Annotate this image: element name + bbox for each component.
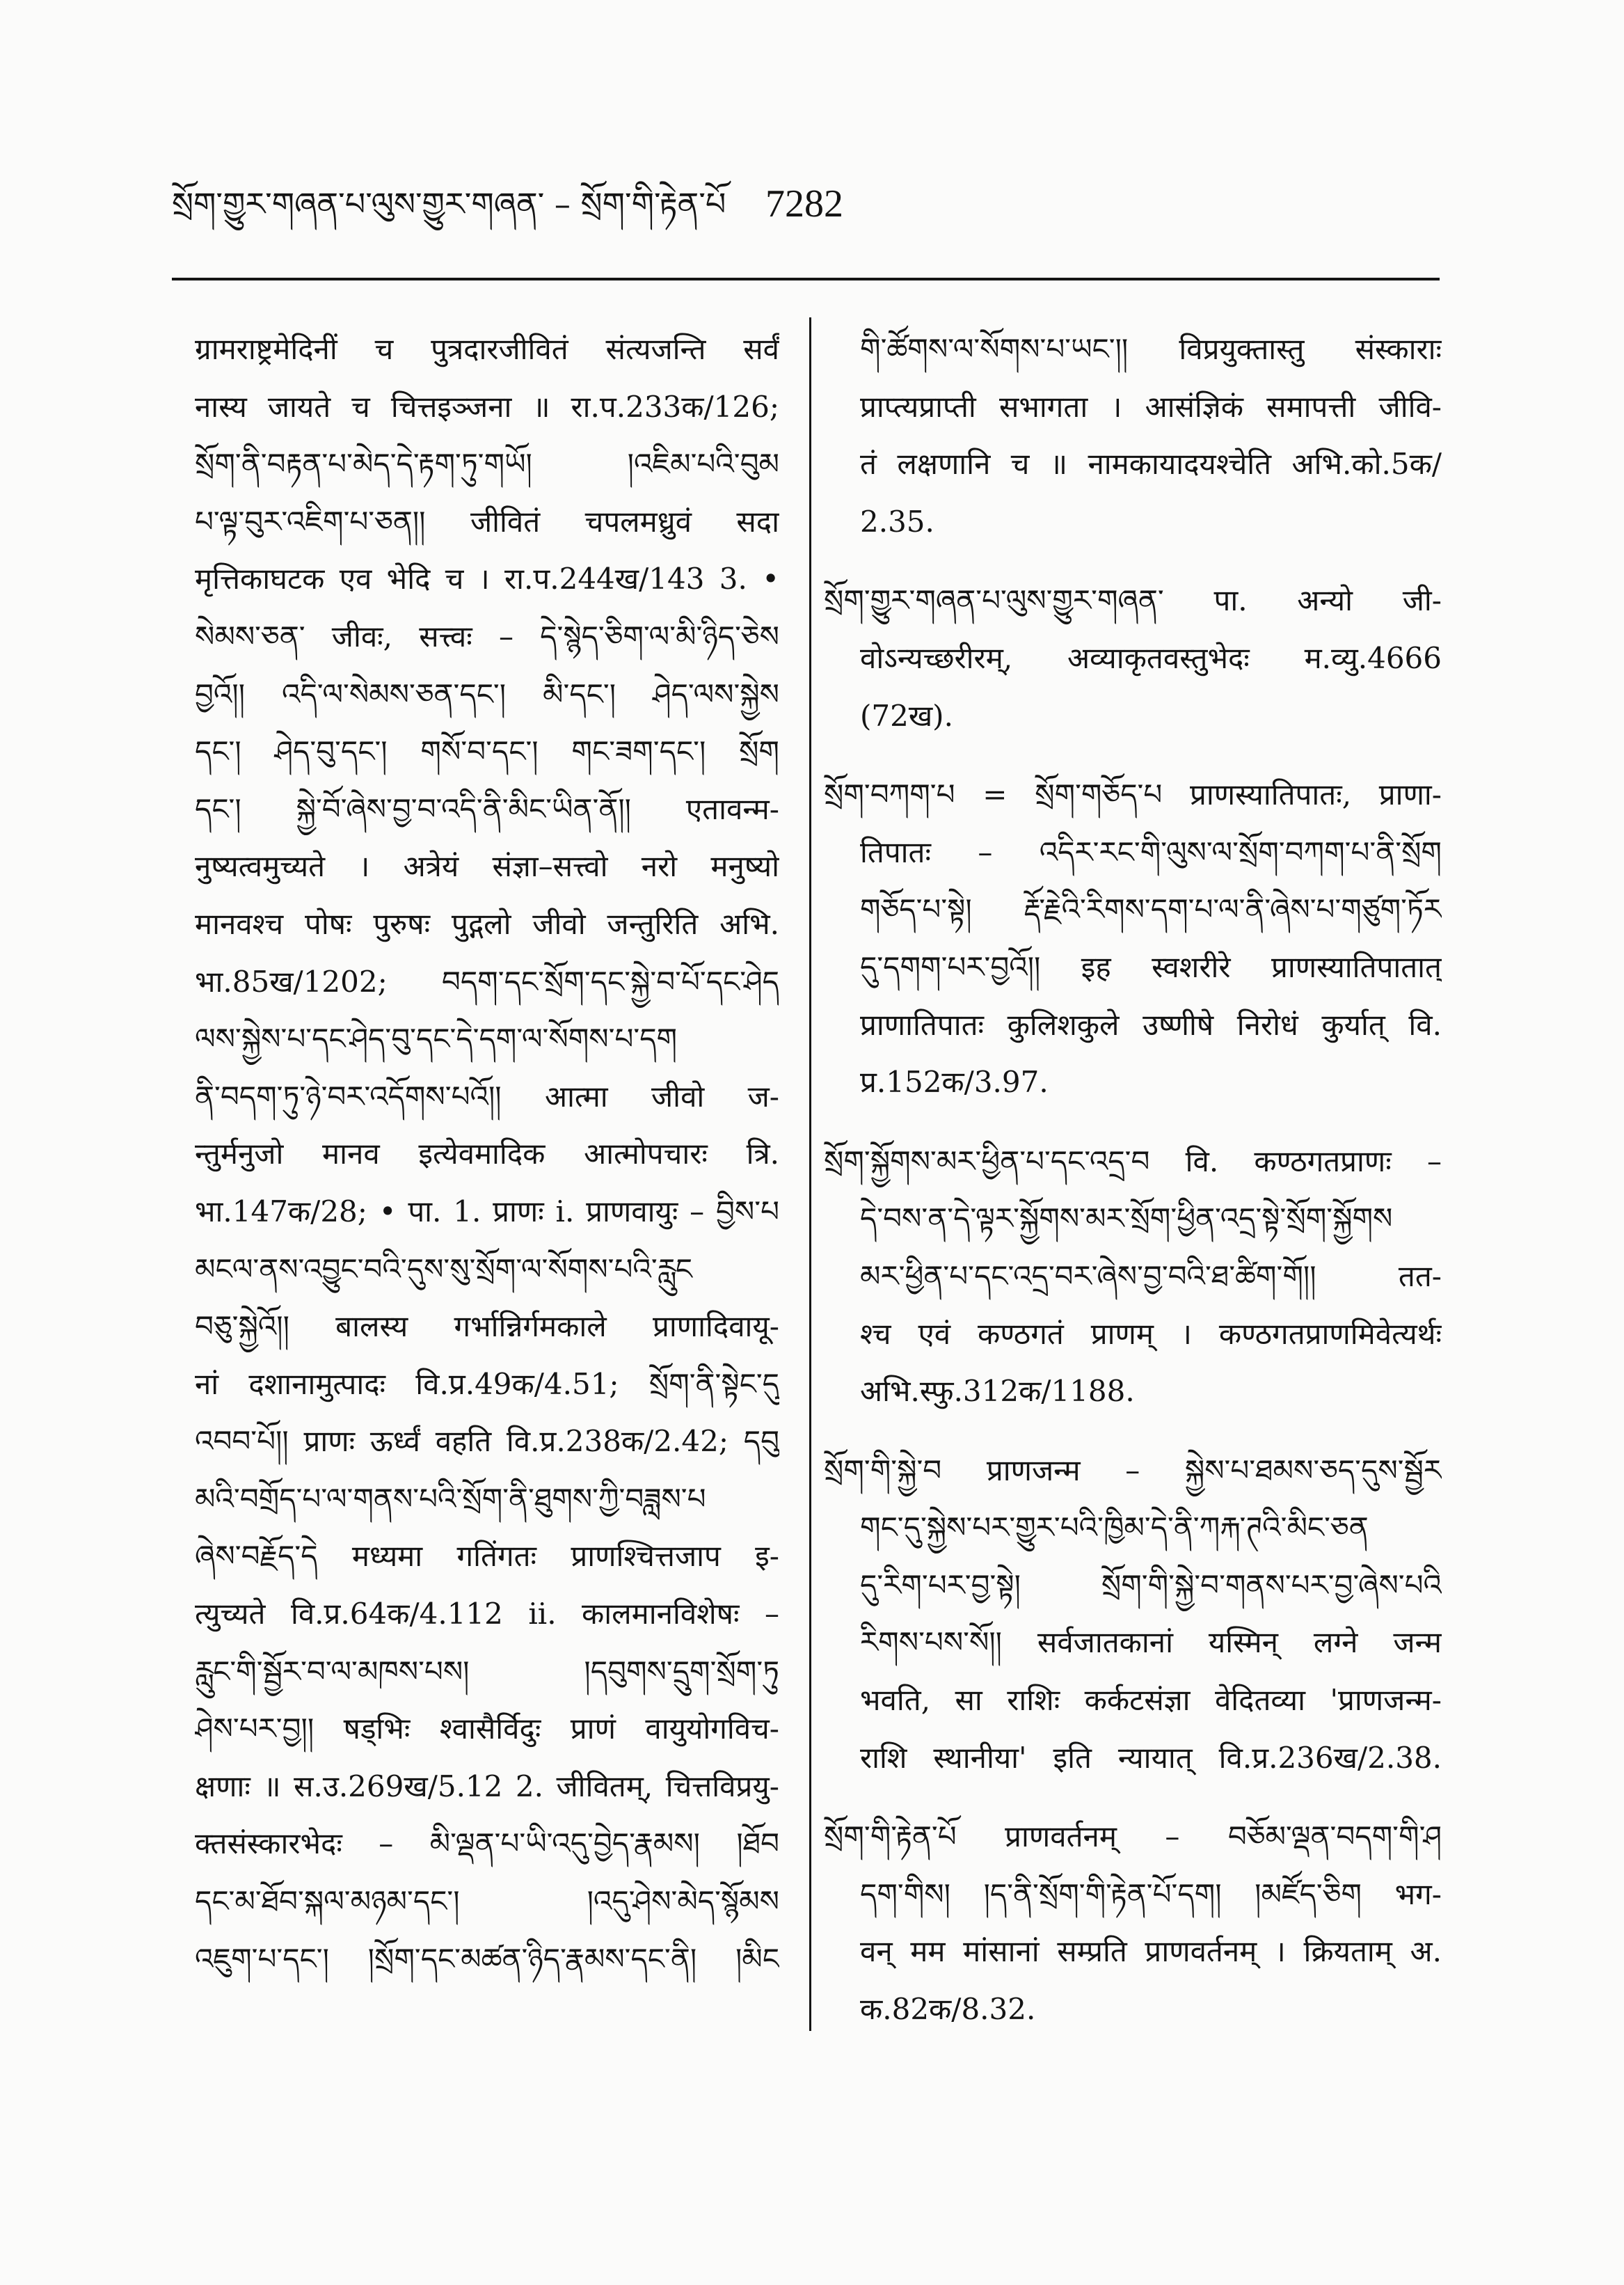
text-line: དང་མ་ཐོབ་སྐལ་མཉམ་དང་། །འདུ་ཤེས་མེད་སྙོམས xyxy=(195,1884,779,1919)
dictionary-entry xyxy=(824,1133,1442,1421)
right-column xyxy=(824,321,1442,2039)
column-divider xyxy=(809,317,811,2031)
text-line: न्तुर्मनुजो मानव इत्येवमादिक आत्मोपचारः त्रि. xyxy=(195,1137,779,1171)
text-line: भा.85ख/1202; བདག་དང་སྲོག་དང་སྐྱེ་བ་པོ་དང་ཤེད xyxy=(195,964,779,999)
dictionary-entry xyxy=(824,572,1442,745)
text-line: श्च एवं कण्ठगतं प्राणम् । कण्ठगतप्राणमिवेत्यर्थः xyxy=(860,1316,1442,1351)
text-line: वन् मम मांसानां सम्प्रति प्राणवर्तनम् । क्रियताम् अ. xyxy=(860,1934,1442,1969)
text-line: त्युच्यते वि.प्र.64क/4.112 ii. कालमानविशेषः – xyxy=(195,1597,779,1631)
text-line: क्तसंस्कारभेदः – མི་ལྡན་པ་ཡི་འདུ་བྱེད་རྣམས། །ཐོབ xyxy=(195,1826,779,1861)
entry-headword-line: སྲོག་གི་སྐྱེ་བ प्राणजन्म – སྐྱེས་པ་ཐམས་ཅད་དུས་སྦྱོར xyxy=(824,1453,1442,1487)
text-line: གི་ཚོགས་ལ་སོགས་པ་ཡང་།། विप्रयुक्तास्तु संस्काराः xyxy=(860,332,1442,366)
entry-headword-line: སྲོག་གི་རྟེན་པོ प्राणवर्तनम् – བཅོམ་ལྡན་བདག་གི་ཤ xyxy=(824,1819,1442,1854)
text-line: སྲོག་ནི་བརྟན་པ་མེད་དེ་རྟག་ཏུ་གཡོ། །འཇིམ་པའི་བུམ xyxy=(195,447,779,482)
entry-headword-line: སྲོག་སྐྱོགས་མར་ཕྱིན་པ་དང་འདྲ་བ वि. कण्ठगतप्राणः – xyxy=(824,1144,1442,1178)
header-rule xyxy=(172,278,1440,280)
text-line: (72ख). xyxy=(860,698,953,733)
text-line: ནི་བདག་ཏུ་ཉེ་བར་འདོགས་པའོ།། आत्मा जीवो ज- xyxy=(195,1079,779,1114)
entry-headword-line: སྲོག་བཀག་པ = སྲོག་གཅོད་པ प्राणस्यातिपातः, प्राणा- xyxy=(824,777,1442,812)
text-line: 2.35. xyxy=(860,504,934,539)
text-line: प्र.152क/3.97. xyxy=(860,1065,1049,1100)
text-line: མངལ་ནས་འབྱུང་བའི་དུས་སུ་སྲོག་ལ་སོགས་པའི་རླུང xyxy=(195,1251,693,1286)
text-line: भा.147क/28; • पा. 1. प्राणः i. प्राणवायुः – བྱིས་པ xyxy=(195,1194,779,1228)
dictionary-entry xyxy=(824,1808,1442,2038)
text-line: བཅུ་སྐྱེའོ།། बालस्य गर्भान्निर्गमकाले प्राणादिवायू- xyxy=(195,1309,779,1344)
text-line: अभि.स्फु.312क/1188. xyxy=(860,1374,1135,1409)
page-number: 7282 xyxy=(765,182,843,226)
text-line: ཤེས་པར་བྱ།། षड्भिः श्वासैर्विदुः प्राणं वायुयोगविच- xyxy=(195,1711,779,1746)
text-line: འཇུག་པ་དང་། །སྲོག་དང་མཚན་ཉིད་རྣམས་དང་ནི། །མིང xyxy=(195,1941,779,1976)
text-line: སེམས་ཅན་ जीवः, सत्त्वः – དེ་སྙེད་ཅིག་ལ་མི་ཉིད་ཅེས xyxy=(195,619,779,654)
text-line: वोऽन्यच्छरीरम्, अव्याकृतवस्तुभेदः म.व्यु.4666 xyxy=(860,640,1442,675)
left-column xyxy=(195,321,779,1988)
text-line: मानवश्च पोषः पुरुषः पुद्गलो जीवो जन्तुरिति अभि. xyxy=(195,906,779,941)
text-line: གཅོད་པ་སྟེ། རྡོ་རྗེའི་རིགས་དག་པ་ལ་ནི་ཞེས་པ་གཙུག་ཏོར xyxy=(860,892,1442,927)
running-header: སྲོག་གྱུར་གཞན་པ་ལུས་གྱུར་གཞན་ – སྲོག་གི་རྟེན་པོ xyxy=(172,185,726,223)
text-line: क्षणाः ॥ स.उ.269ख/5.12 2. जीवितम्, चित्तविप्रयु- xyxy=(195,1769,779,1803)
text-line: མར་ཕྱིན་པ་དང་འདྲ་བར་ཞེས་བྱ་བའི་ཐ་ཚིག་གོ།། तत- xyxy=(860,1258,1442,1293)
text-line: དང་། ཤེད་བུ་དང་། གསོ་བ་དང་། གང་ཟག་དང་། སྲོག xyxy=(195,734,779,769)
entry-headword-line: སྲོག་གྱུར་གཞན་པ་ལུས་གྱུར་གཞན་ पा. अन्यो जी- xyxy=(824,583,1442,618)
dictionary-entry xyxy=(860,321,1442,551)
dictionary-entry xyxy=(824,766,1442,1112)
text-line: གང་དུ་སྐྱེས་པར་གྱུར་པའི་ཁྱིམ་དེ་ནི་ཀརྐ་ཊའི་མིང་ཅན xyxy=(860,1510,1369,1545)
text-line: क.82क/8.32. xyxy=(860,1992,1036,2027)
text-line: ཞེས་བརྗོད་དེ मध्यमा गतिंगतः प्राणश्चित्तजाप इ- xyxy=(195,1539,779,1574)
text-line: तं लक्षणानि च ॥ नामकायादयश्चेति अभि.को.5क/ xyxy=(860,447,1442,482)
text-line: རླུང་གི་སྦྱོར་བ་ལ་མཁས་པས། །དབུགས་དྲུག་སྲོག་ཏུ xyxy=(195,1654,779,1689)
text-line: प्राप्त्यप्राप्ती सभागता । आसंज्ञिकं समापत्ती जीवि- xyxy=(860,389,1442,424)
text-line: མའི་བགྲོད་པ་ལ་གནས་པའི་སྲོག་ནི་ཐུགས་ཀྱི་བཟླས་པ xyxy=(195,1481,706,1516)
text-line: प्राणातिपातः कुलिशकुले उष्णीषे निरोधं कुर्यात् वि. xyxy=(860,1007,1442,1042)
text-line: དེ་བས་ན་དེ་ལྟར་སྐྱོགས་མར་སྲོག་ཕྱིན་འདྲ་སྟེ་སྲོག་སྐྱོགས xyxy=(860,1201,1393,1236)
text-line: भवति, सा राशिः कर्कटसंज्ञा वेदितव्या 'प्राणजन्म- xyxy=(860,1683,1442,1718)
dictionary-entry xyxy=(824,1442,1442,1787)
text-line: བྱའོ།། འདི་ལ་སེམས་ཅན་དང་། མི་དང་། ཤེད་ལས་སྐྱེས xyxy=(195,677,779,711)
text-line: དག་གིས། །ད་ནི་སྲོག་གི་རྟེན་པོ་དག། །མཛོད་ཅིག भग- xyxy=(860,1876,1442,1911)
text-line: རིགས་པས་སོ།། सर्वजातकानां यस्मिन् लग्ने जन्म xyxy=(860,1625,1442,1660)
text-line: ग्रामराष्ट्रमेदिनीं च पुत्रदारजीवितं संत्यजन्ति सर्वं xyxy=(195,332,779,366)
text-line: དུ་དགག་པར་བྱའོ།། इह स्वशरीरे प्राणस्यातिपातात् xyxy=(860,949,1442,984)
text-line: मृत्तिकाघटक एव भेदि च । रा.प.244ख/143 3. • xyxy=(195,562,779,596)
text-line: नास्य जायते च चित्तइञ्जना ॥ रा.प.233क/126; xyxy=(195,389,779,424)
text-line: तिपातः – འདིར་རང་གི་ལུས་ལ་སྲོག་བཀག་པ་ནི་སྲོག xyxy=(860,835,1442,869)
text-line: नुष्यत्वमुच्यते । अत्रेयं संज्ञा–सत्त्वो नरो मनुष्यो xyxy=(195,849,779,884)
text-line: དང་། སྐྱེ་བོ་ཞེས་བྱ་བ་འདི་ནི་མིང་ཡིན་ནོ།། एतावन्म- xyxy=(195,791,779,826)
text-line: འབབ་པོ།། प्राणः ऊर्ध्वं वहति वि.प्र.238क/2.42; དབུ xyxy=(195,1424,779,1459)
text-line: नां दशानामुत्पादः वि.प्र.49क/4.51; སྲོག་ནི་སྟེང་དུ xyxy=(195,1366,779,1401)
text-line: राशि स्थानीया' इति न्यायात् वि.प्र.236ख/2.38. xyxy=(860,1740,1442,1775)
text-line: དུ་རིག་པར་བྱ་སྟེ། སྲོག་གི་སྐྱེ་བ་གནས་པར་བྱ་ཞེས་པའི xyxy=(860,1567,1442,1602)
text-line: ལས་སྐྱེས་པ་དང་ཤེད་བུ་དང་དེ་དག་ལ་སོགས་པ་དག xyxy=(195,1022,678,1057)
text-line: པ་ལྟ་བུར་འཇིག་པ་ཅན།། जीवितं चपलमध्रुवं सदा xyxy=(195,504,779,539)
